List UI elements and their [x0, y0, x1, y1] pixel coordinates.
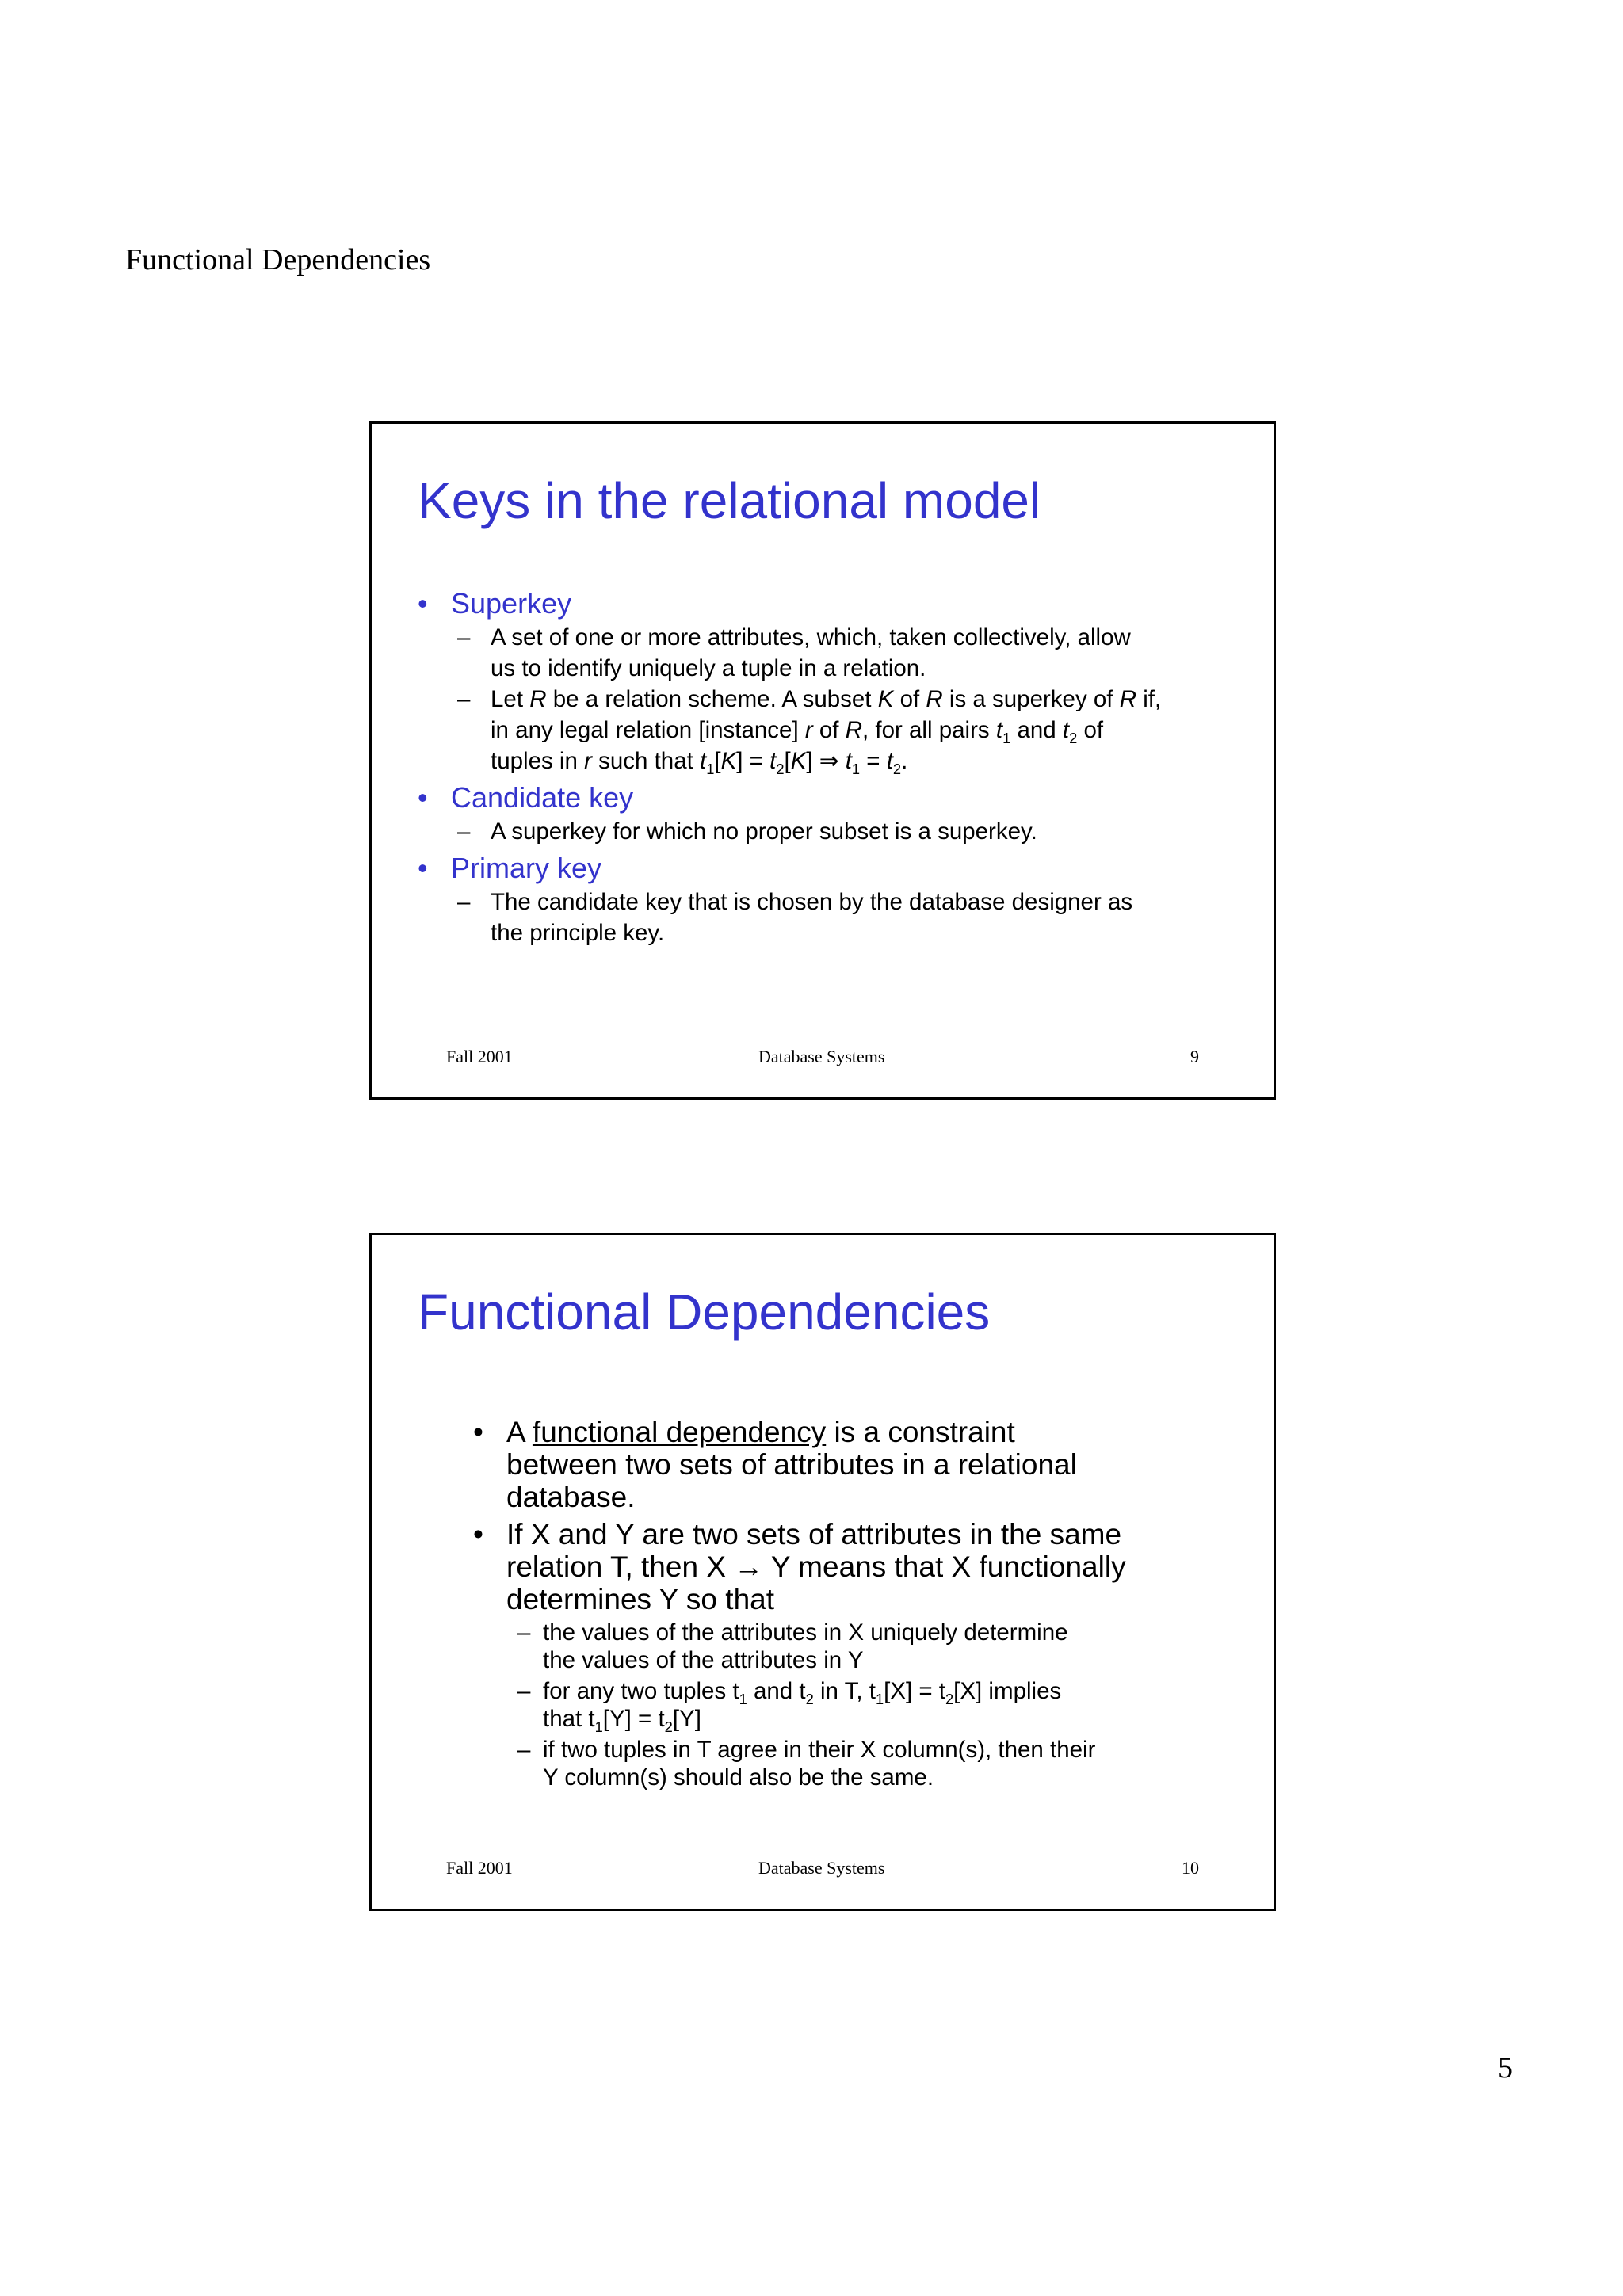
text-run: of — [812, 717, 846, 743]
text-run: in T, t — [813, 1678, 876, 1704]
bullet-label: Primary key — [451, 852, 602, 884]
subscript: 2 — [805, 1690, 814, 1707]
text-line: the values of the attributes in Y — [543, 1647, 864, 1673]
text-run: for any two tuples t — [543, 1678, 739, 1704]
text-line: database. — [506, 1481, 636, 1513]
text-run: is a constraint — [826, 1416, 1015, 1448]
slide-footer-number: 10 — [1182, 1858, 1199, 1878]
text-run: tuples in — [491, 748, 585, 774]
text-run: A — [506, 1416, 533, 1448]
slide-keys — [369, 421, 1276, 1100]
subscript: 2 — [1069, 729, 1078, 746]
math-var: t — [700, 748, 707, 774]
bullet-label: Superkey — [451, 587, 572, 620]
text-line — [491, 746, 1226, 776]
sub-bullet — [418, 816, 1226, 847]
text-line: Y column(s) should also be the same. — [543, 1764, 934, 1791]
text-run: [X] implies — [953, 1678, 1062, 1704]
dash-marker: – — [517, 1678, 531, 1704]
math-var: R — [1119, 686, 1137, 712]
text-line: relation T, then X → Y means that X functionally — [506, 1550, 1126, 1583]
text-run: Let — [491, 686, 530, 712]
bullet-meaning — [473, 1518, 1226, 1615]
text-line: If X and Y are two sets of attributes in the same — [506, 1518, 1122, 1550]
subscript: 1 — [706, 760, 715, 777]
page-number: 5 — [1498, 2051, 1513, 2084]
text-line: the values of the attributes in X uniquely determine — [543, 1619, 1068, 1646]
text-run: [X] = t — [884, 1678, 945, 1704]
math-var: R — [529, 686, 547, 712]
text-run: [ — [714, 748, 721, 774]
subscript: 2 — [776, 760, 785, 777]
dash-marker: – — [457, 686, 471, 712]
dash-marker: – — [517, 1619, 531, 1646]
sub-bullet — [418, 622, 1226, 684]
math-var: r — [584, 748, 592, 774]
dash-marker: – — [457, 818, 471, 845]
slide-functional-dependencies — [369, 1233, 1276, 1911]
text-line: A set of one or more attributes, which, taken collectively, allow — [491, 624, 1131, 650]
sub-bullet — [473, 1736, 1226, 1791]
math-var: R — [845, 717, 862, 743]
text-line: us to identify uniquely a tuple in a relation. — [491, 655, 926, 681]
math-var: r — [804, 717, 813, 743]
text-run: ] ⇒ — [806, 748, 846, 774]
slide-footer-date: Fall 2001 — [446, 1047, 513, 1066]
subscript: 1 — [1002, 729, 1011, 746]
text-line: the principle key. — [491, 920, 665, 946]
text-run: [ — [784, 748, 791, 774]
math-var: t — [886, 748, 893, 774]
math-var: K — [720, 748, 737, 774]
math-var: t — [769, 748, 777, 774]
text-run: is a superkey of — [942, 686, 1120, 712]
sub-bullet — [418, 887, 1226, 948]
bullet-marker: • — [418, 852, 428, 884]
sub-bullet — [473, 1619, 1226, 1674]
text-run: . — [901, 748, 908, 774]
sub-bullet — [473, 1677, 1226, 1733]
text-run: of — [893, 686, 926, 712]
math-var: K — [790, 748, 807, 774]
text-line: if two tuples in T agree in their X column(s), then their — [543, 1737, 1096, 1763]
math-var: K — [877, 686, 894, 712]
text-run: [Y] = t — [602, 1706, 665, 1732]
subscript: 1 — [594, 1718, 603, 1735]
underlined-term: functional dependency — [532, 1416, 827, 1448]
subscript: 2 — [892, 760, 902, 777]
bullet-marker: • — [418, 781, 428, 814]
text-run: of — [1077, 717, 1104, 743]
text-line — [543, 1677, 1226, 1705]
text-run: ] = — [736, 748, 770, 774]
bullet-marker: • — [473, 1518, 483, 1550]
bullet-primary-key — [418, 850, 1226, 887]
text-line: between two sets of attributes in a relational — [506, 1448, 1077, 1481]
text-run: , for all pairs — [862, 717, 996, 743]
slide-body — [418, 582, 1226, 948]
bullet-label: Candidate key — [451, 781, 634, 814]
slide-footer-course: Database Systems — [758, 1858, 885, 1878]
dash-marker: – — [457, 624, 471, 650]
text-line — [491, 684, 1226, 715]
subscript: 2 — [945, 1690, 954, 1707]
sub-bullet — [418, 684, 1226, 776]
text-run: such that — [591, 748, 701, 774]
text-run: = — [860, 748, 887, 774]
bullet-superkey — [418, 585, 1226, 622]
slide-title: Keys in the relational model — [418, 472, 1041, 529]
text-run: and t — [747, 1678, 806, 1704]
slide-footer-date: Fall 2001 — [446, 1858, 513, 1878]
subscript: 1 — [739, 1690, 747, 1707]
text-line — [543, 1705, 1226, 1733]
slide-footer-number: 9 — [1190, 1047, 1199, 1066]
dash-marker: – — [457, 889, 471, 915]
text-line: A superkey for which no proper subset is a superkey. — [491, 818, 1037, 845]
subscript: 1 — [851, 760, 861, 777]
math-var: t — [1062, 717, 1070, 743]
page-header: Functional Dependencies — [125, 243, 431, 277]
slide-body — [473, 1411, 1226, 1791]
math-var: t — [845, 748, 852, 774]
text-run: and — [1010, 717, 1063, 743]
text-run: be a relation scheme. A subset — [546, 686, 878, 712]
text-line: determines Y so that — [506, 1583, 775, 1615]
text-line — [491, 715, 1226, 746]
bullet-marker: • — [473, 1416, 483, 1448]
slide-footer-course: Database Systems — [758, 1047, 885, 1066]
bullet-candidate-key — [418, 780, 1226, 816]
subscript: 2 — [664, 1718, 673, 1735]
text-run: that t — [543, 1706, 595, 1732]
text-run: if, — [1136, 686, 1162, 712]
text-run: in any legal relation [instance] — [491, 717, 805, 743]
text-line — [506, 1416, 1226, 1448]
math-var: R — [926, 686, 943, 712]
text-run: [Y] — [672, 1706, 701, 1732]
bullet-marker: • — [418, 587, 428, 620]
bullet-definition — [473, 1416, 1226, 1513]
slide-title: Functional Dependencies — [418, 1283, 991, 1341]
subscript: 1 — [875, 1690, 884, 1707]
math-var: t — [995, 717, 1003, 743]
text-line: The candidate key that is chosen by the database designer as — [491, 889, 1133, 915]
dash-marker: – — [517, 1737, 531, 1763]
